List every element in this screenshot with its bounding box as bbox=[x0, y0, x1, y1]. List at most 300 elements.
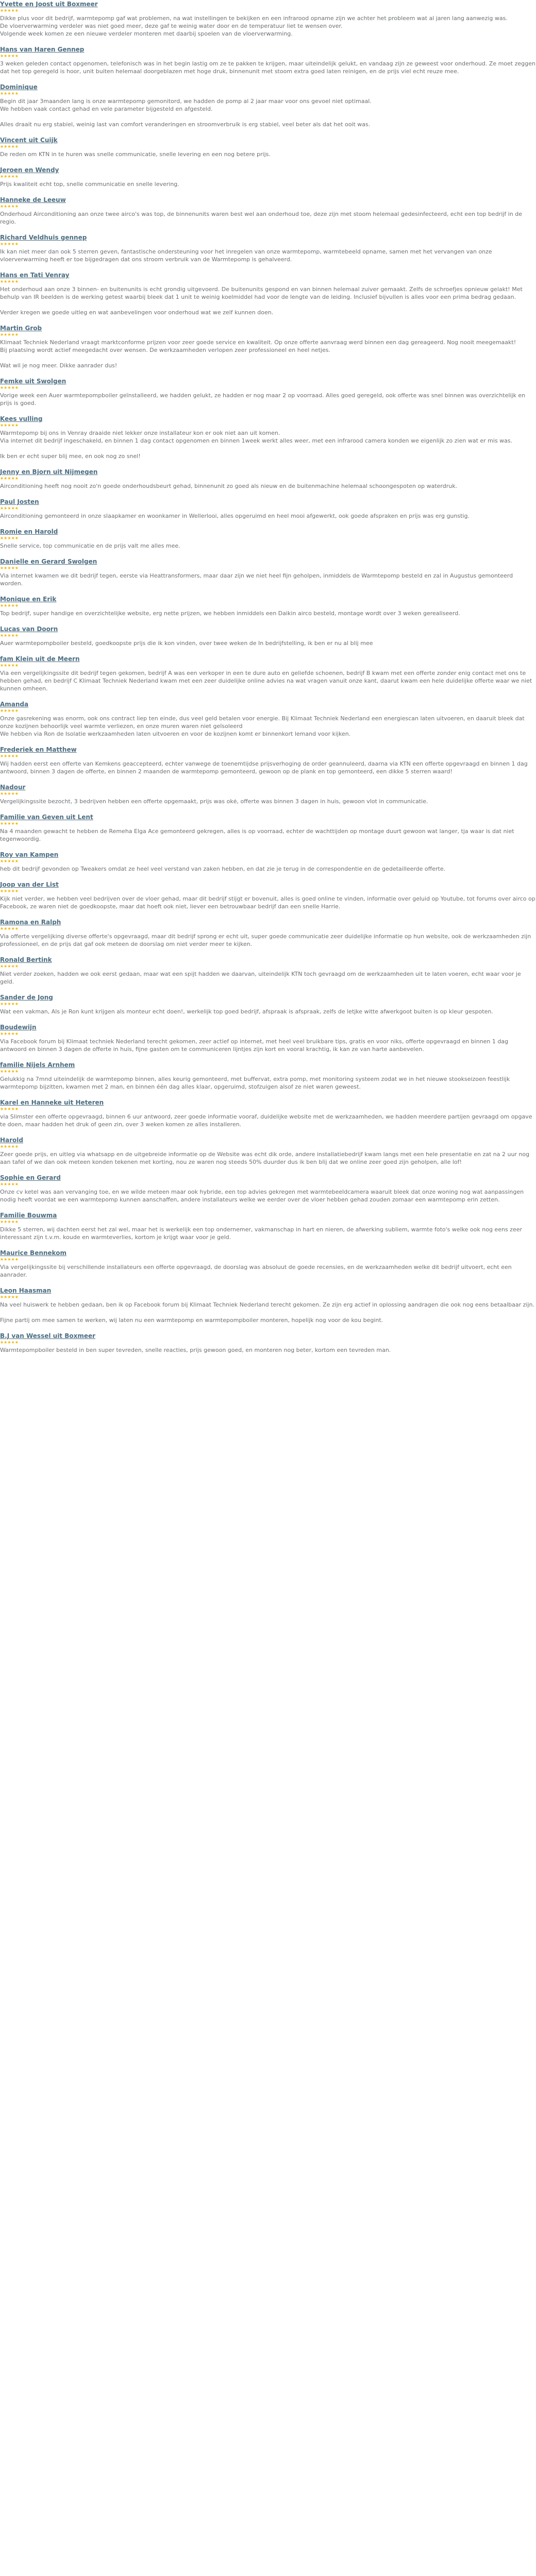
star-icon: ★ bbox=[11, 242, 15, 246]
star-icon: ★ bbox=[7, 506, 11, 511]
reviewer-name-link[interactable]: Nadour bbox=[0, 784, 26, 791]
star-icon: ★ bbox=[11, 174, 15, 179]
star-icon: ★ bbox=[7, 1144, 11, 1149]
review-item bbox=[0, 498, 536, 520]
star-icon: ★ bbox=[14, 821, 19, 826]
star-icon: ★ bbox=[11, 332, 15, 337]
star-rating bbox=[0, 821, 536, 826]
star-icon: ★ bbox=[11, 279, 15, 284]
star-icon: ★ bbox=[4, 174, 8, 179]
star-icon: ★ bbox=[7, 279, 11, 284]
star-icon: ★ bbox=[14, 1144, 19, 1149]
review-text: Na veel huiswerk te hebben gedaan, ben ik op Facebook forum bij Klimaat Techniek Nederland terecht gekomen. Ze zijn erg actief in oplossing aandragen die ook nog eens betaalbaar zijn. bbox=[0, 1301, 535, 1308]
star-icon: ★ bbox=[0, 1107, 4, 1111]
star-icon: ★ bbox=[14, 926, 19, 931]
star-rating bbox=[0, 1340, 536, 1345]
reviewer-name-link[interactable]: Amanda bbox=[0, 701, 29, 708]
star-rating bbox=[0, 1295, 536, 1300]
star-icon: ★ bbox=[4, 926, 8, 931]
star-icon: ★ bbox=[14, 708, 19, 713]
star-icon: ★ bbox=[0, 174, 4, 179]
star-icon: ★ bbox=[14, 964, 19, 969]
star-icon: ★ bbox=[0, 889, 4, 893]
star-icon: ★ bbox=[0, 332, 4, 337]
star-icon: ★ bbox=[11, 54, 15, 58]
star-rating bbox=[0, 964, 536, 969]
review-text: Prijs kwaliteit echt top, snelle communicatie en snelle levering. bbox=[0, 181, 179, 188]
star-icon: ★ bbox=[7, 8, 11, 13]
star-icon: ★ bbox=[14, 8, 19, 13]
star-icon: ★ bbox=[11, 1031, 15, 1036]
star-icon: ★ bbox=[11, 754, 15, 758]
review-text: Via vergelijkingssite bij verschillende installateurs een offerte opgevraagd, de doorslag was absoluut de goede recensies, en de werkzaamheden welke dit bedrijf uitvoert, echt een aanrader. bbox=[0, 1264, 512, 1278]
star-icon: ★ bbox=[0, 242, 4, 246]
star-icon: ★ bbox=[11, 204, 15, 209]
star-icon: ★ bbox=[4, 54, 8, 58]
star-icon: ★ bbox=[4, 536, 8, 540]
star-icon: ★ bbox=[14, 1107, 19, 1111]
star-rating bbox=[0, 332, 536, 337]
review-text: Wat wil je nog meer. Dikke aanrader dus! bbox=[0, 362, 118, 369]
reviewer-name-link[interactable]: Familie Bouwma bbox=[0, 1212, 57, 1219]
star-icon: ★ bbox=[7, 708, 11, 713]
star-icon: ★ bbox=[14, 536, 19, 540]
star-rating bbox=[0, 859, 536, 864]
star-rating bbox=[0, 1002, 536, 1007]
star-icon: ★ bbox=[14, 1295, 19, 1299]
reviewer-name-link[interactable]: Roy van Kampen bbox=[0, 851, 59, 858]
star-icon: ★ bbox=[4, 1182, 8, 1187]
star-icon: ★ bbox=[0, 536, 4, 540]
star-icon: ★ bbox=[0, 1031, 4, 1036]
star-icon: ★ bbox=[14, 242, 19, 246]
review-item bbox=[0, 783, 536, 805]
star-icon: ★ bbox=[11, 536, 15, 540]
star-rating bbox=[0, 536, 536, 541]
star-icon: ★ bbox=[0, 708, 4, 713]
star-icon: ★ bbox=[7, 926, 11, 931]
star-icon: ★ bbox=[4, 566, 8, 570]
star-icon: ★ bbox=[7, 791, 11, 796]
star-rating bbox=[0, 791, 536, 796]
review-text: Niet verder zoeken, hadden we ook eerst gedaan, maar wat een spijt hadden we daarvan, uiteindelijk KTN toch gevraagd om de werkzaamheden uit te laten voeren, echt waar voor je geld. bbox=[0, 971, 521, 985]
review-item bbox=[0, 377, 536, 407]
review-item bbox=[0, 851, 536, 873]
review-item bbox=[0, 271, 536, 316]
star-icon: ★ bbox=[14, 91, 19, 96]
star-icon: ★ bbox=[14, 754, 19, 758]
review-item bbox=[0, 918, 536, 948]
reviewer-name-link[interactable]: Familie van Geven uit Lent bbox=[0, 814, 93, 821]
star-icon: ★ bbox=[11, 1144, 15, 1149]
star-icon: ★ bbox=[7, 859, 11, 863]
star-icon: ★ bbox=[7, 754, 11, 758]
star-rating bbox=[0, 633, 536, 638]
star-icon: ★ bbox=[0, 1002, 4, 1006]
star-icon: ★ bbox=[11, 1002, 15, 1006]
star-rating bbox=[0, 1257, 536, 1262]
star-icon: ★ bbox=[0, 821, 4, 826]
star-icon: ★ bbox=[14, 859, 19, 863]
star-icon: ★ bbox=[7, 1219, 11, 1224]
reviewer-name-link[interactable]: Martin Grob bbox=[0, 325, 42, 332]
review-item bbox=[0, 83, 536, 128]
star-icon: ★ bbox=[14, 54, 19, 58]
star-icon: ★ bbox=[14, 603, 19, 608]
star-icon: ★ bbox=[0, 91, 4, 96]
star-icon: ★ bbox=[7, 1002, 11, 1006]
star-icon: ★ bbox=[11, 859, 15, 863]
reviewer-name-link[interactable]: Karel en Hanneke uit Heteren bbox=[0, 1099, 104, 1106]
reviewer-name-link[interactable]: Joop van der List bbox=[0, 881, 59, 888]
review-text: Warmtepompboiler besteld in ben super tevreden, snelle reacties, prijs gewoon goed, en monteren nog beter, kortom een tevreden man. bbox=[0, 1347, 391, 1353]
star-icon: ★ bbox=[14, 566, 19, 570]
star-icon: ★ bbox=[4, 1031, 8, 1036]
star-rating bbox=[0, 1144, 536, 1149]
review-item bbox=[0, 880, 536, 910]
review-text: Ik ben er echt super blij mee, en ook nog zo snel! bbox=[0, 453, 141, 460]
star-rating bbox=[0, 663, 536, 668]
reviewer-name-link[interactable]: Leon Haasman bbox=[0, 1287, 52, 1294]
review-text: Via offerte vergelijking diverse offerte's opgevraagd, maar dit bedrijf sprong er echt uit, super goede communicatie zeer duidelijke informatie op hun website, ook de werkzaamheden zijn professioneel, en de prijs dat gaf ook meteen de doorslag om niet verder meer te kijken. bbox=[0, 933, 531, 947]
star-icon: ★ bbox=[4, 242, 8, 246]
reviewer-name-link[interactable]: Hans en Tati Venray bbox=[0, 272, 70, 279]
star-icon: ★ bbox=[4, 889, 8, 893]
review-item bbox=[0, 557, 536, 587]
star-icon: ★ bbox=[0, 1219, 4, 1224]
review-item bbox=[0, 0, 536, 38]
star-icon: ★ bbox=[0, 964, 4, 969]
review-item bbox=[0, 595, 536, 617]
star-icon: ★ bbox=[11, 926, 15, 931]
review-text: Dikke 5 sterren, wij dachten eerst het zal wel, maar het is werkelijk een top ondernemer, vakmanschap in hart en nieren, de afwerking subliem, warmte foto's welke ook nog eens zeer interessant zijn t.v.m. koude en warmteverlies, kortom je krijgt waar voor je geld. bbox=[0, 1226, 522, 1241]
star-rating bbox=[0, 1107, 536, 1112]
review-text: Ik kan niet meer dan ook 5 sterren geven, fantastische ondersteuning voor het inregelen van onze warmtepomp, warmtebeeld opname, samen met het vervangen van onze vloerverwarming heeft er toe bijgedragen dat ons stroom verbruik van de Warmtepomp is gehalveerd. bbox=[0, 248, 492, 263]
star-rating bbox=[0, 174, 536, 179]
star-icon: ★ bbox=[0, 144, 4, 149]
review-text: Via internet kwamen we dit bedrijf tegen, eerste via Heattransformers, maar daar zijn we niet heel fijn geholpen, inmiddels de Warmtepomp besteld en zal in Augustus gemonteerd worden. bbox=[0, 572, 513, 587]
star-icon: ★ bbox=[14, 889, 19, 893]
star-icon: ★ bbox=[0, 279, 4, 284]
star-icon: ★ bbox=[7, 54, 11, 58]
star-icon: ★ bbox=[14, 633, 19, 638]
star-icon: ★ bbox=[14, 476, 19, 481]
star-icon: ★ bbox=[14, 1219, 19, 1224]
review-item bbox=[0, 1249, 536, 1279]
review-text: Via Facebook forum bij Klimaat techniek Nederland terecht gekomen, zeer actief op internet, met heel veel bruikbare tips, gratis en voor niks, offerte opgevraagd en binnen 1 dag antwoord en binnen 3 dagen de offerte in huis, fijne gasten om te communiceren lijntjes zijn kort en vooral krachtig, ik kan ze van harte aanbevelen. bbox=[0, 1038, 509, 1053]
reviewer-name-link[interactable]: Lucas van Doorn bbox=[0, 625, 58, 633]
star-rating bbox=[0, 708, 536, 714]
review-item bbox=[0, 45, 536, 75]
star-icon: ★ bbox=[4, 1219, 8, 1224]
star-icon: ★ bbox=[11, 91, 15, 96]
reviewer-name-link[interactable]: Jenny en Bjorn uit Nijmegen bbox=[0, 468, 98, 476]
star-icon: ★ bbox=[0, 54, 4, 58]
review-item bbox=[0, 233, 536, 263]
star-rating bbox=[0, 603, 536, 608]
star-icon: ★ bbox=[4, 821, 8, 826]
review-text: heb dit bedrijf gevonden op Tweakers omdat ze heel veel verstand van zaken hebben, en dat zie je terug in de correspondentie en de gedetailleerde offerte. bbox=[0, 866, 446, 872]
review-text: Airconditioning gemonteerd in onze slaapkamer en woonkamer in Wellerlooi, alles opgeruimd en heel mooi afgewerkt, ook goede afspraken en prijs was erg gunstig. bbox=[0, 513, 470, 519]
review-text: Top bedrijf, super handige en overzichtelijke website, erg nette prijzen, we hebben inmiddels een Daikin airco besteld, montage wordt over 3 weken gerealiseerd. bbox=[0, 610, 460, 617]
star-icon: ★ bbox=[11, 889, 15, 893]
star-icon: ★ bbox=[0, 926, 4, 931]
reviewer-name-link[interactable]: Hans van Haren Gennep bbox=[0, 46, 85, 53]
star-icon: ★ bbox=[11, 144, 15, 149]
star-icon: ★ bbox=[7, 476, 11, 481]
star-icon: ★ bbox=[4, 1340, 8, 1345]
star-rating bbox=[0, 1069, 536, 1074]
review-item bbox=[0, 1061, 536, 1091]
star-icon: ★ bbox=[0, 423, 4, 428]
star-icon: ★ bbox=[14, 423, 19, 428]
review-text: Na 4 maanden gewacht te hebben de Remeha Elga Ace gemonteerd gekregen, alles is op voorraad, echter de wachttijden op montage duurt gewoon wat langer, tja waar is dat niet tegenwoordig. bbox=[0, 828, 514, 842]
star-rating bbox=[0, 889, 536, 894]
star-icon: ★ bbox=[7, 1069, 11, 1074]
star-icon: ★ bbox=[0, 566, 4, 570]
review-text: Vergelijkingssite bezocht, 3 bedrijven hebben een offerte opgemaakt, prijs was okė, offerte was binnen 3 dagen in huis, gewoon vlot in communicatie. bbox=[0, 798, 428, 805]
star-icon: ★ bbox=[14, 1069, 19, 1074]
review-text: Fijne partij om mee samen te werken, wij laten nu een warmtepomp en warmtepompboiler monteren, hopelijk nog voor de kou begint. bbox=[0, 1317, 383, 1324]
review-text: Klimaat Techniek Nederland vraagt marktconforme prijzen voor zeer goede service en kwaliteit. Op onze offerte aanvraag werd binnen een dag gereageerd. Nog nooit meegemaakt! Bij plaatsing wordt actief meegedacht over wensen. De werkzaamheden verlopen zeer professioneel en heel netjes. bbox=[0, 339, 516, 353]
star-rating bbox=[0, 279, 536, 284]
star-icon: ★ bbox=[11, 1340, 15, 1345]
star-icon: ★ bbox=[14, 791, 19, 796]
review-text: Verder kregen we goede uitleg en wat aanbevelingen voor onderhoud wat we zelf kunnen doen. bbox=[0, 309, 274, 316]
review-item bbox=[0, 1098, 536, 1128]
review-text: Warmtepomp bij ons in Venray draaide niet lekker onze installateur kon er ook niet aan uit komen. Via internet dit bedrijf ingeschakeld, en binnen 1 dag contact opgenomen en binnen 1week werkt alles weer, met een infrarood camera konden we eigenlijk zo zien wat er mis was. bbox=[0, 430, 513, 444]
star-icon: ★ bbox=[11, 506, 15, 511]
star-rating bbox=[0, 926, 536, 931]
star-rating bbox=[0, 1219, 536, 1225]
review-item bbox=[0, 528, 536, 550]
star-icon: ★ bbox=[14, 204, 19, 209]
star-icon: ★ bbox=[0, 1182, 4, 1187]
reviewer-name-link[interactable]: Maurice Bennekom bbox=[0, 1249, 66, 1257]
star-icon: ★ bbox=[4, 663, 8, 668]
review-text: 3 weken geleden contact opgenomen, telefonisch was in het begin lastig om ze te pakken te krijgen, maar uiteindelijk gelukt, en vandaag zijn ze geweest voor onderhoud. Ze moet zeggen dat het top geregeld is hoor, unit buiten helemaal doorgeblazen met hoge druk, binnenunit met stoom extra goed laten reinigen, en de prijs viel echt reuze mee. bbox=[0, 60, 535, 75]
review-text: Gelukkig na 7mnd uiteindelijk de warmtepomp binnen, alles keurig gemonteerd, met buffervat, extra pomp, met monitoring systeem zodat we in het nieuwe stookseizoen feestlijk warmtepomp bijzitten, kwamen met 2 man, en binnen één dag alles klaar, opgeruimd, stofzuigen alsof ze niet waren geweest. bbox=[0, 1076, 510, 1090]
star-icon: ★ bbox=[7, 603, 11, 608]
star-icon: ★ bbox=[14, 385, 19, 390]
star-icon: ★ bbox=[4, 8, 8, 13]
star-icon: ★ bbox=[4, 506, 8, 511]
star-icon: ★ bbox=[4, 791, 8, 796]
star-icon: ★ bbox=[11, 964, 15, 969]
star-icon: ★ bbox=[14, 1002, 19, 1006]
star-icon: ★ bbox=[11, 821, 15, 826]
star-icon: ★ bbox=[7, 144, 11, 149]
reviewer-name-link[interactable]: Frederiek en Matthew bbox=[0, 746, 77, 753]
reviewer-name-link[interactable]: fam Klein uit de Meern bbox=[0, 655, 80, 663]
review-item bbox=[0, 625, 536, 647]
star-icon: ★ bbox=[0, 663, 4, 668]
reviewer-name-link[interactable]: B.J van Wessel uit Boxmeer bbox=[0, 1332, 96, 1340]
star-icon: ★ bbox=[4, 708, 8, 713]
star-icon: ★ bbox=[7, 1182, 11, 1187]
star-icon: ★ bbox=[4, 1144, 8, 1149]
star-icon: ★ bbox=[4, 279, 8, 284]
review-text: Vorige week een Auer warmtepompboiler geïnstalleerd, we hadden gelukt, ze hadden er nog maar 2 op voorraad. Alles goed geregeld, ook offerte was snel binnen was overzichtelijk en prijs is goed. bbox=[0, 392, 526, 406]
reviewer-name-link[interactable]: Monique en Erik bbox=[0, 596, 57, 603]
star-icon: ★ bbox=[11, 566, 15, 570]
review-item bbox=[0, 468, 536, 490]
review-item bbox=[0, 196, 536, 226]
star-icon: ★ bbox=[0, 754, 4, 758]
star-icon: ★ bbox=[11, 1295, 15, 1299]
review-text: Alles draait nu erg stabiel, weinig last van comfort veranderingen en stroomverbruik is erg stabiel, veel beter als dat het ooit was. bbox=[0, 121, 371, 128]
reviewer-name-link[interactable]: Sophie en Gerard bbox=[0, 1174, 61, 1181]
star-icon: ★ bbox=[7, 204, 11, 209]
star-icon: ★ bbox=[0, 1257, 4, 1262]
star-icon: ★ bbox=[4, 603, 8, 608]
reviewer-name-link[interactable]: Danielle en Gerard Swolgen bbox=[0, 558, 97, 565]
reviewer-name-link[interactable]: Richard Veldhuis gennep bbox=[0, 234, 87, 241]
star-icon: ★ bbox=[7, 385, 11, 390]
star-icon: ★ bbox=[7, 91, 11, 96]
star-icon: ★ bbox=[7, 1340, 11, 1345]
review-item bbox=[0, 1023, 536, 1053]
review-text: Via een vergelijkingssite dit bedrijf tegen gekomen, bedrijf A was een verkoper in een te dure auto en geliefde schoenen, bedrijf B kwam met een offerte zonder enig contact met ons te hebben gehad, en bedrijf C Klimaat Techniek Nederland kwam met een zeer duidelijke online advies na wat vragen vanuit onze kant, daarut kwam een hele duidelijke offerte waar we niet kunnen omheen. bbox=[0, 670, 532, 692]
review-item bbox=[0, 136, 536, 158]
star-rating bbox=[0, 144, 536, 149]
star-rating bbox=[0, 476, 536, 481]
review-text: Het onderhoud aan onze 3 binnen- en buitenunits is echt grondig uitgevoerd. De buitenunits gespond en van binnen helemaal zuiver gemaakt. Zelfs de schroefjes opnieuw gelakt! Met behulp van IR beelden is de werking getest waarbij bleek dat 1 unit te weinig koelmiddel had voor de lengte van de leiding. Inclusief bijvullen is alles voor een prima bedrag gedaan. bbox=[0, 286, 523, 300]
review-item bbox=[0, 745, 536, 775]
review-text: Begin dit jaar 3maanden lang is onze warmtepomp gemonitord, we hadden de pomp al 2 jaar maar voor ons gevoel niet optimaal. We hebben vaak contact gehad en vele parameter bijgesteld en afgesteld. bbox=[0, 98, 372, 112]
reviewer-name-link[interactable]: Dominique bbox=[0, 83, 38, 91]
reviewer-name-link[interactable]: Paul Josten bbox=[0, 498, 39, 505]
star-rating bbox=[0, 91, 536, 96]
star-rating bbox=[0, 423, 536, 428]
reviewer-name-link[interactable]: Yvette en Joost uit Boxmeer bbox=[0, 1, 98, 8]
star-icon: ★ bbox=[7, 423, 11, 428]
star-rating bbox=[0, 754, 536, 759]
reviewer-name-link[interactable]: Boudewijn bbox=[0, 1024, 37, 1031]
review-text: Zeer goede prijs, en uitleg via whatsapp en de uitgebreide informatie op de Website was echt dik orde, andere installatiebedrijf kwam langs met een hele presentatie en zat na 2 uur nog aan tafel of we dan ook meteen konden tekenen met korting, nou ze waren nog steeds 50% duurder dus ik ben blij dat we online zeer goed zijn geholpen, alle lof! bbox=[0, 1151, 530, 1165]
star-icon: ★ bbox=[7, 1295, 11, 1299]
reviewer-name-link[interactable]: Hanneke de Leeuw bbox=[0, 196, 66, 204]
star-icon: ★ bbox=[14, 1340, 19, 1345]
reviewer-name-link[interactable]: familie Nijels Arnhem bbox=[0, 1061, 75, 1069]
star-icon: ★ bbox=[11, 791, 15, 796]
star-icon: ★ bbox=[0, 8, 4, 13]
star-icon: ★ bbox=[0, 1069, 4, 1074]
star-icon: ★ bbox=[4, 754, 8, 758]
review-item bbox=[0, 1286, 536, 1324]
star-rating bbox=[0, 506, 536, 511]
reviewer-name-link[interactable]: Sander de Jong bbox=[0, 994, 53, 1001]
review-item bbox=[0, 813, 536, 843]
reviewer-name-link[interactable]: Ramona en Ralph bbox=[0, 919, 61, 926]
review-text: De reden om KTN in te huren was snelle communicatie, snelle levering en een nog betere prijs. bbox=[0, 151, 271, 158]
review-item bbox=[0, 324, 536, 369]
star-icon: ★ bbox=[0, 1144, 4, 1149]
star-icon: ★ bbox=[14, 1031, 19, 1036]
star-icon: ★ bbox=[7, 1031, 11, 1036]
star-icon: ★ bbox=[11, 603, 15, 608]
star-icon: ★ bbox=[14, 1182, 19, 1187]
star-icon: ★ bbox=[0, 791, 4, 796]
star-icon: ★ bbox=[7, 174, 11, 179]
star-icon: ★ bbox=[7, 1257, 11, 1262]
star-icon: ★ bbox=[0, 204, 4, 209]
star-icon: ★ bbox=[11, 663, 15, 668]
review-item bbox=[0, 655, 536, 692]
star-icon: ★ bbox=[4, 1257, 8, 1262]
star-icon: ★ bbox=[7, 964, 11, 969]
review-text: Wat een vakman, Als je Ron kunt krijgen als monteur echt doen!, werkelijk top goed bedrijf, afspraak is afspraak, zelfs de letjke witte afwerkgoot buiten is op kleur gespoten. bbox=[0, 1008, 493, 1015]
star-icon: ★ bbox=[14, 174, 19, 179]
review-item bbox=[0, 166, 536, 188]
reviewer-name-link[interactable]: Kees vulling bbox=[0, 415, 43, 422]
review-text: Dikke plus voor dit bedrijf, warmtepomp gaf wat problemen, na wat instellingen te bekijken en een infrarood opname zijn we achter het probleem wat al jaren lang aanwezig was. De vloerverwarming verdeler was niet goed meer, deze gaf te weinig water door en de temperatuur liet te wensen over. Volgende week komen ze een nieuwe verdeler monteren met daarbij spoelen van de vloerverwarming. bbox=[0, 15, 508, 37]
reviewer-name-link[interactable]: Harold bbox=[0, 1137, 24, 1144]
star-rating bbox=[0, 242, 536, 247]
review-item bbox=[0, 993, 536, 1015]
star-icon: ★ bbox=[4, 1107, 8, 1111]
star-icon: ★ bbox=[11, 1107, 15, 1111]
review-item bbox=[0, 1136, 536, 1166]
star-icon: ★ bbox=[4, 1002, 8, 1006]
review-item bbox=[0, 1332, 536, 1354]
star-icon: ★ bbox=[7, 242, 11, 246]
star-icon: ★ bbox=[0, 506, 4, 511]
reviewer-name-link[interactable]: Femke uit Swolgen bbox=[0, 378, 66, 385]
star-icon: ★ bbox=[11, 1069, 15, 1074]
reviewer-name-link[interactable]: Romie en Harold bbox=[0, 528, 58, 535]
star-icon: ★ bbox=[0, 633, 4, 638]
star-icon: ★ bbox=[11, 423, 15, 428]
star-icon: ★ bbox=[4, 1069, 8, 1074]
reviewer-name-link[interactable]: Jeroen en Wendy bbox=[0, 166, 59, 174]
reviewer-name-link[interactable]: Vincent uit Cuijk bbox=[0, 137, 58, 144]
star-icon: ★ bbox=[11, 8, 15, 13]
star-icon: ★ bbox=[7, 633, 11, 638]
review-item bbox=[0, 1211, 536, 1241]
star-icon: ★ bbox=[14, 1257, 19, 1262]
star-icon: ★ bbox=[7, 1107, 11, 1111]
star-icon: ★ bbox=[0, 603, 4, 608]
review-item bbox=[0, 956, 536, 986]
star-rating bbox=[0, 204, 536, 209]
star-icon: ★ bbox=[7, 821, 11, 826]
star-icon: ★ bbox=[4, 423, 8, 428]
star-icon: ★ bbox=[11, 1182, 15, 1187]
star-icon: ★ bbox=[4, 476, 8, 481]
star-icon: ★ bbox=[4, 332, 8, 337]
star-rating bbox=[0, 1031, 536, 1037]
review-text: Wij hadden eerst een offerte van Kemkens geaccepteerd, echter vanwege de toenemtijdse prijsverhoging de order geannuleerd, daarna via KTN een offerte opgevraagd en binnen 1 dag antwoord, binnen 3 dagen de offerte, en binnen 2 maanden de warmtepomp gemonteerd, gewoon op de plank en top gemonteerd, een dikke 5 sterren waard! bbox=[0, 760, 528, 775]
star-icon: ★ bbox=[7, 663, 11, 668]
star-icon: ★ bbox=[4, 91, 8, 96]
review-text: Onderhoud Airconditioning aan onze twee airco's was top, de binnenunits waren best wel aan onderhoud toe, deze zijn met stoom helemaal gedesinfecteerd, echt een top bedrijf in de regio. bbox=[0, 211, 522, 225]
star-icon: ★ bbox=[4, 385, 8, 390]
star-icon: ★ bbox=[4, 1295, 8, 1299]
star-icon: ★ bbox=[14, 144, 19, 149]
review-text: Snelle service, top communicatie en de prijs valt me alles mee. bbox=[0, 543, 180, 549]
star-icon: ★ bbox=[11, 708, 15, 713]
star-rating bbox=[0, 8, 536, 13]
review-text: Kijk niet verder, we hebben veel bedrijven over de vloer gehad, maar dit bedrijf stijgt er bovenuit, alles is goed online te vinden, informatie over geluid op Youtube, tot forums over airco op Facebook, ze waren niet de goedkoopste, maar dat hoeft ook niet, liever een betrouwbaar bedrijf dan een snelle Harrie. bbox=[0, 895, 535, 910]
star-rating bbox=[0, 54, 536, 59]
review-item bbox=[0, 700, 536, 738]
review-text: via Slimster een offerte opgevraagd, binnen 6 uur antwoord, zeer goede informatie vooraf, duidelijke website met de werkzaamheden, we hadden meerdere partijen gevraagd om opgave te doen, maar hadden het druk of geen zin, over 3 weken komen ze alles installeren. bbox=[0, 1113, 532, 1128]
star-icon: ★ bbox=[11, 476, 15, 481]
star-rating bbox=[0, 566, 536, 571]
review-item bbox=[0, 1174, 536, 1204]
reviewer-name-link[interactable]: Ronald Bertink bbox=[0, 956, 52, 963]
